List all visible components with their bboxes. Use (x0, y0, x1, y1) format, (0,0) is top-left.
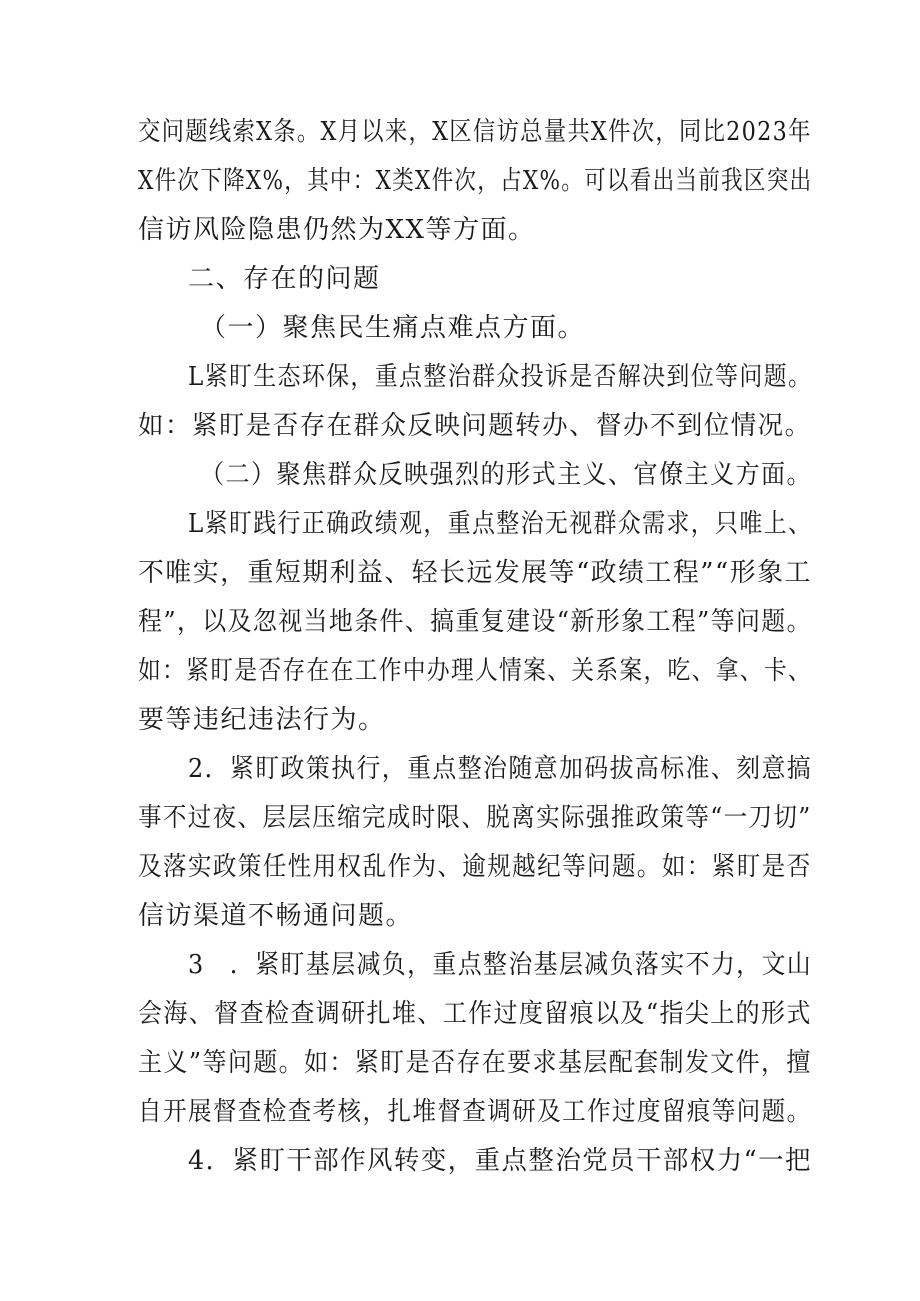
subsection-heading-2: （二）聚焦群众反映强烈的形式主义、官僚主义方面。 (200, 460, 813, 490)
text-line-22: 4．紧盯干部作风转变，重点整治党员干部权力“一把 (188, 1146, 812, 1176)
text-line-6: L紧盯生态环保，重点整治群众投诉是否解决到位等问题。 (188, 362, 813, 392)
subsection-heading-1: （一）聚焦民生痛点难点方面。 (200, 313, 586, 343)
text-line-21: 自开展督查检查考核，扎堆督查调研及工作过度留痕等问题。 (138, 1097, 812, 1127)
text-line-7: 如：紧盯是否存在群众反映问题转办、督办不到位情况。 (138, 411, 812, 441)
text-line-1: 交问题线索X条。X月以来，X区信访总量共X件次，同比2023年 (138, 117, 812, 147)
text-line-13: 要等违纪违法行为。 (138, 705, 386, 735)
text-line-3: 信访风险隐患仍然为XX等方面。 (138, 215, 536, 245)
text-line-19: 会海、督查检查调研扎堆、工作过度留痕以及“指尖上的形式 (138, 999, 812, 1029)
text-line-16: 及落实政策任性用权乱作为、逾规越纪等问题。如：紧盯是否 (138, 852, 812, 882)
section-heading: 二、存在的问题 (188, 264, 381, 294)
text-line-2: X件次下降X%，其中：X类X件次，占X%。可以看出当前我区突出 (138, 166, 813, 196)
text-line-9: L紧盯践行正确政绩观，重点整治无视群众需求，只唯上、 (188, 509, 813, 539)
text-line-12: 如：紧盯是否存在在工作中办理人情案、关系案，吃、拿、卡、 (138, 656, 812, 686)
text-line-15: 事不过夜、层层压缩完成时限、脱离实际强推政策等“一刀切” (138, 803, 812, 833)
text-line-11: 程”，以及忽视当地条件、搞重复建设“新形象工程”等问题。 (138, 607, 812, 637)
text-line-18: 3 ．紧盯基层减负，重点整治基层减负落实不力，文山 (188, 950, 813, 980)
text-line-10: 不唯实，重短期利益、轻长远发展等“政绩工程”“形象工 (138, 558, 812, 588)
text-line-17: 信访渠道不畅通问题。 (138, 901, 414, 931)
text-line-14: 2．紧盯政策执行，重点整治随意加码拔高标准、刻意搞 (188, 754, 813, 784)
text-line-20: 主义”等问题。如：紧盯是否存在要求基层配套制发文件，擅 (138, 1048, 812, 1078)
